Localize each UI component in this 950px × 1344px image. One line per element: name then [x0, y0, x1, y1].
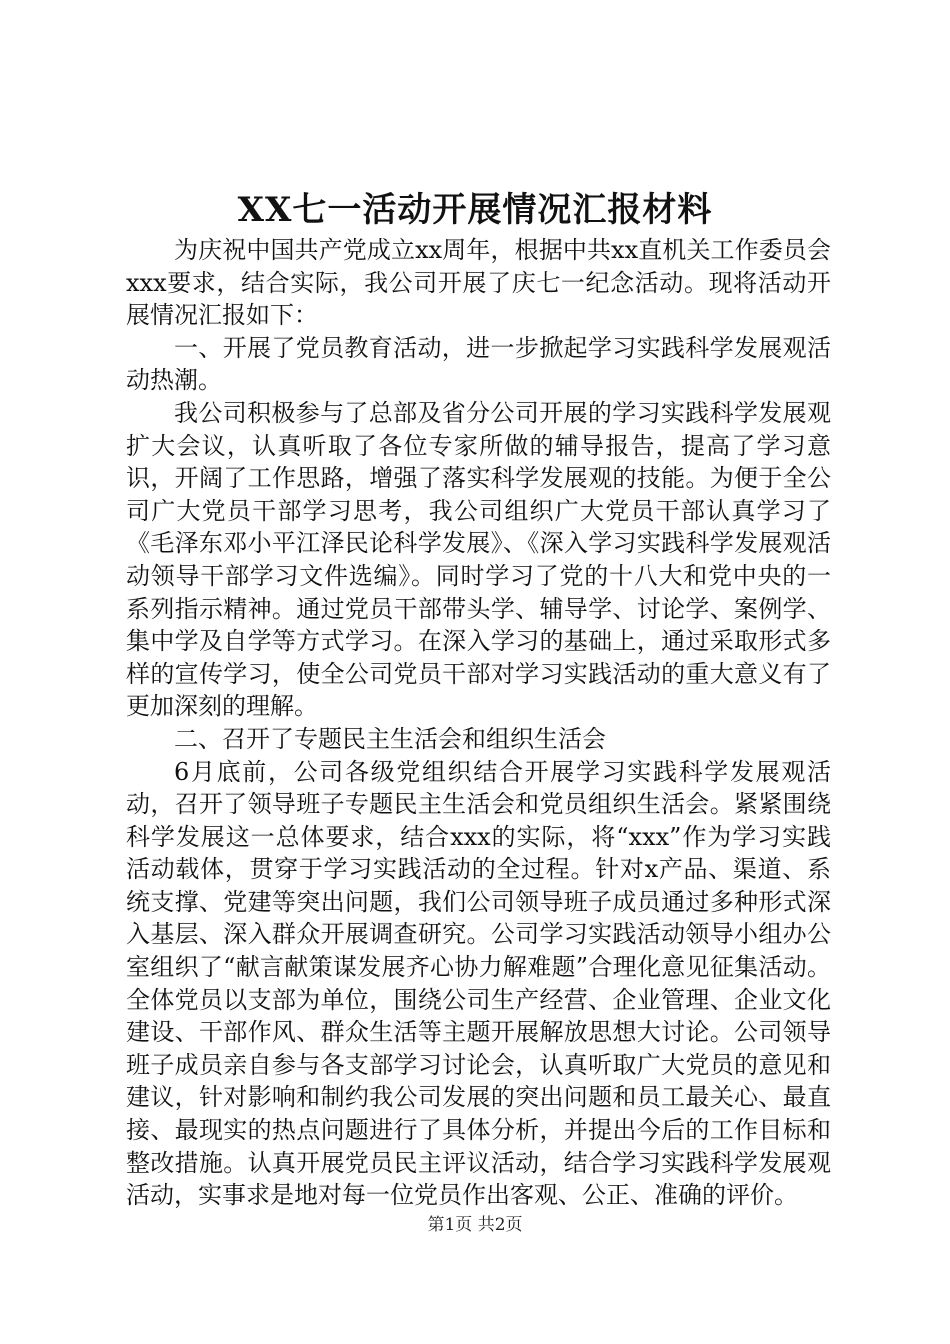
section-heading-2: 二、召开了专题民主生活会和组织生活会	[174, 724, 606, 753]
intro-paragraph: 为庆祝中国共产党成立xx周年，根据中共xx直机关工作委员会xxx要求，结合实际，我公司开展了庆七一纪念活动。现将活动开展情况汇报如下：	[126, 236, 831, 330]
document-title: XX七一活动开展情况汇报材料	[237, 190, 713, 230]
section-1-paragraph: 我公司积极参与了总部及省分公司开展的学习实践科学发展观扩大会议，认真听取了各位专家所做的辅导报告，提高了学习意识，开阔了工作思路，增强了落实科学发展观的技能。为便于全公司广大党员干部学习思考，我公司组织广大党员干部认真学习了《毛泽东邓小平江泽民论科学发展》、《深入学习实践科学发展观活动领导干部学习文件选编》。同时学习了党的十八大和党中央的一系列指示精神。通过党员干部带头学、辅导学、讨论学、案例学、集中学及自学等方式学习。在深入学习的基础上，通过采取形式多样的宣传学习，使全公司党员干部对学习实践活动的重大意义有了更加深刻的理解。	[126, 398, 831, 721]
page-footer: 第1页 共2页	[427, 1215, 523, 1235]
section-heading-1: 一、开展了党员教育活动，进一步掀起学习实践科学发展观活动热潮。	[126, 333, 831, 395]
document-body	[126, 234, 831, 1212]
section-2-paragraph: 6月底前，公司各级党组织结合开展学习实践科学发展观活动，召开了领导班子专题民主生活会和党员组织生活会。紧紧围绕科学发展这一总体要求，结合xxx的实际，将“xxx”作为学习实践活动载体，贯穿于学习实践活动的全过程。针对x产品、渠道、系统支撑、党建等突出问题，我们公司领导班子成员通过多种形式深入基层、深入群众开展调查研究。公司学习实践活动领导小组办公室组织了“献言献策谋发展齐心协力解难题”合理化意见征集活动。全体党员以支部为单位，围绕公司生产经营、企业管理、企业文化建设、干部作风、群众生活等主题开展解放思想大讨论。公司领导班子成员亲自参与各支部学习讨论会，认真听取广大党员的意见和建议，针对影响和制约我公司发展的突出问题和员工最关心、最直接、最现实的热点问题进行了具体分析，并提出今后的工作目标和整改措施。认真开展党员民主评议活动，结合学习实践科学发展观活动，实事求是地对每一位党员作出客观、公正、准确的评价。	[126, 757, 831, 1210]
